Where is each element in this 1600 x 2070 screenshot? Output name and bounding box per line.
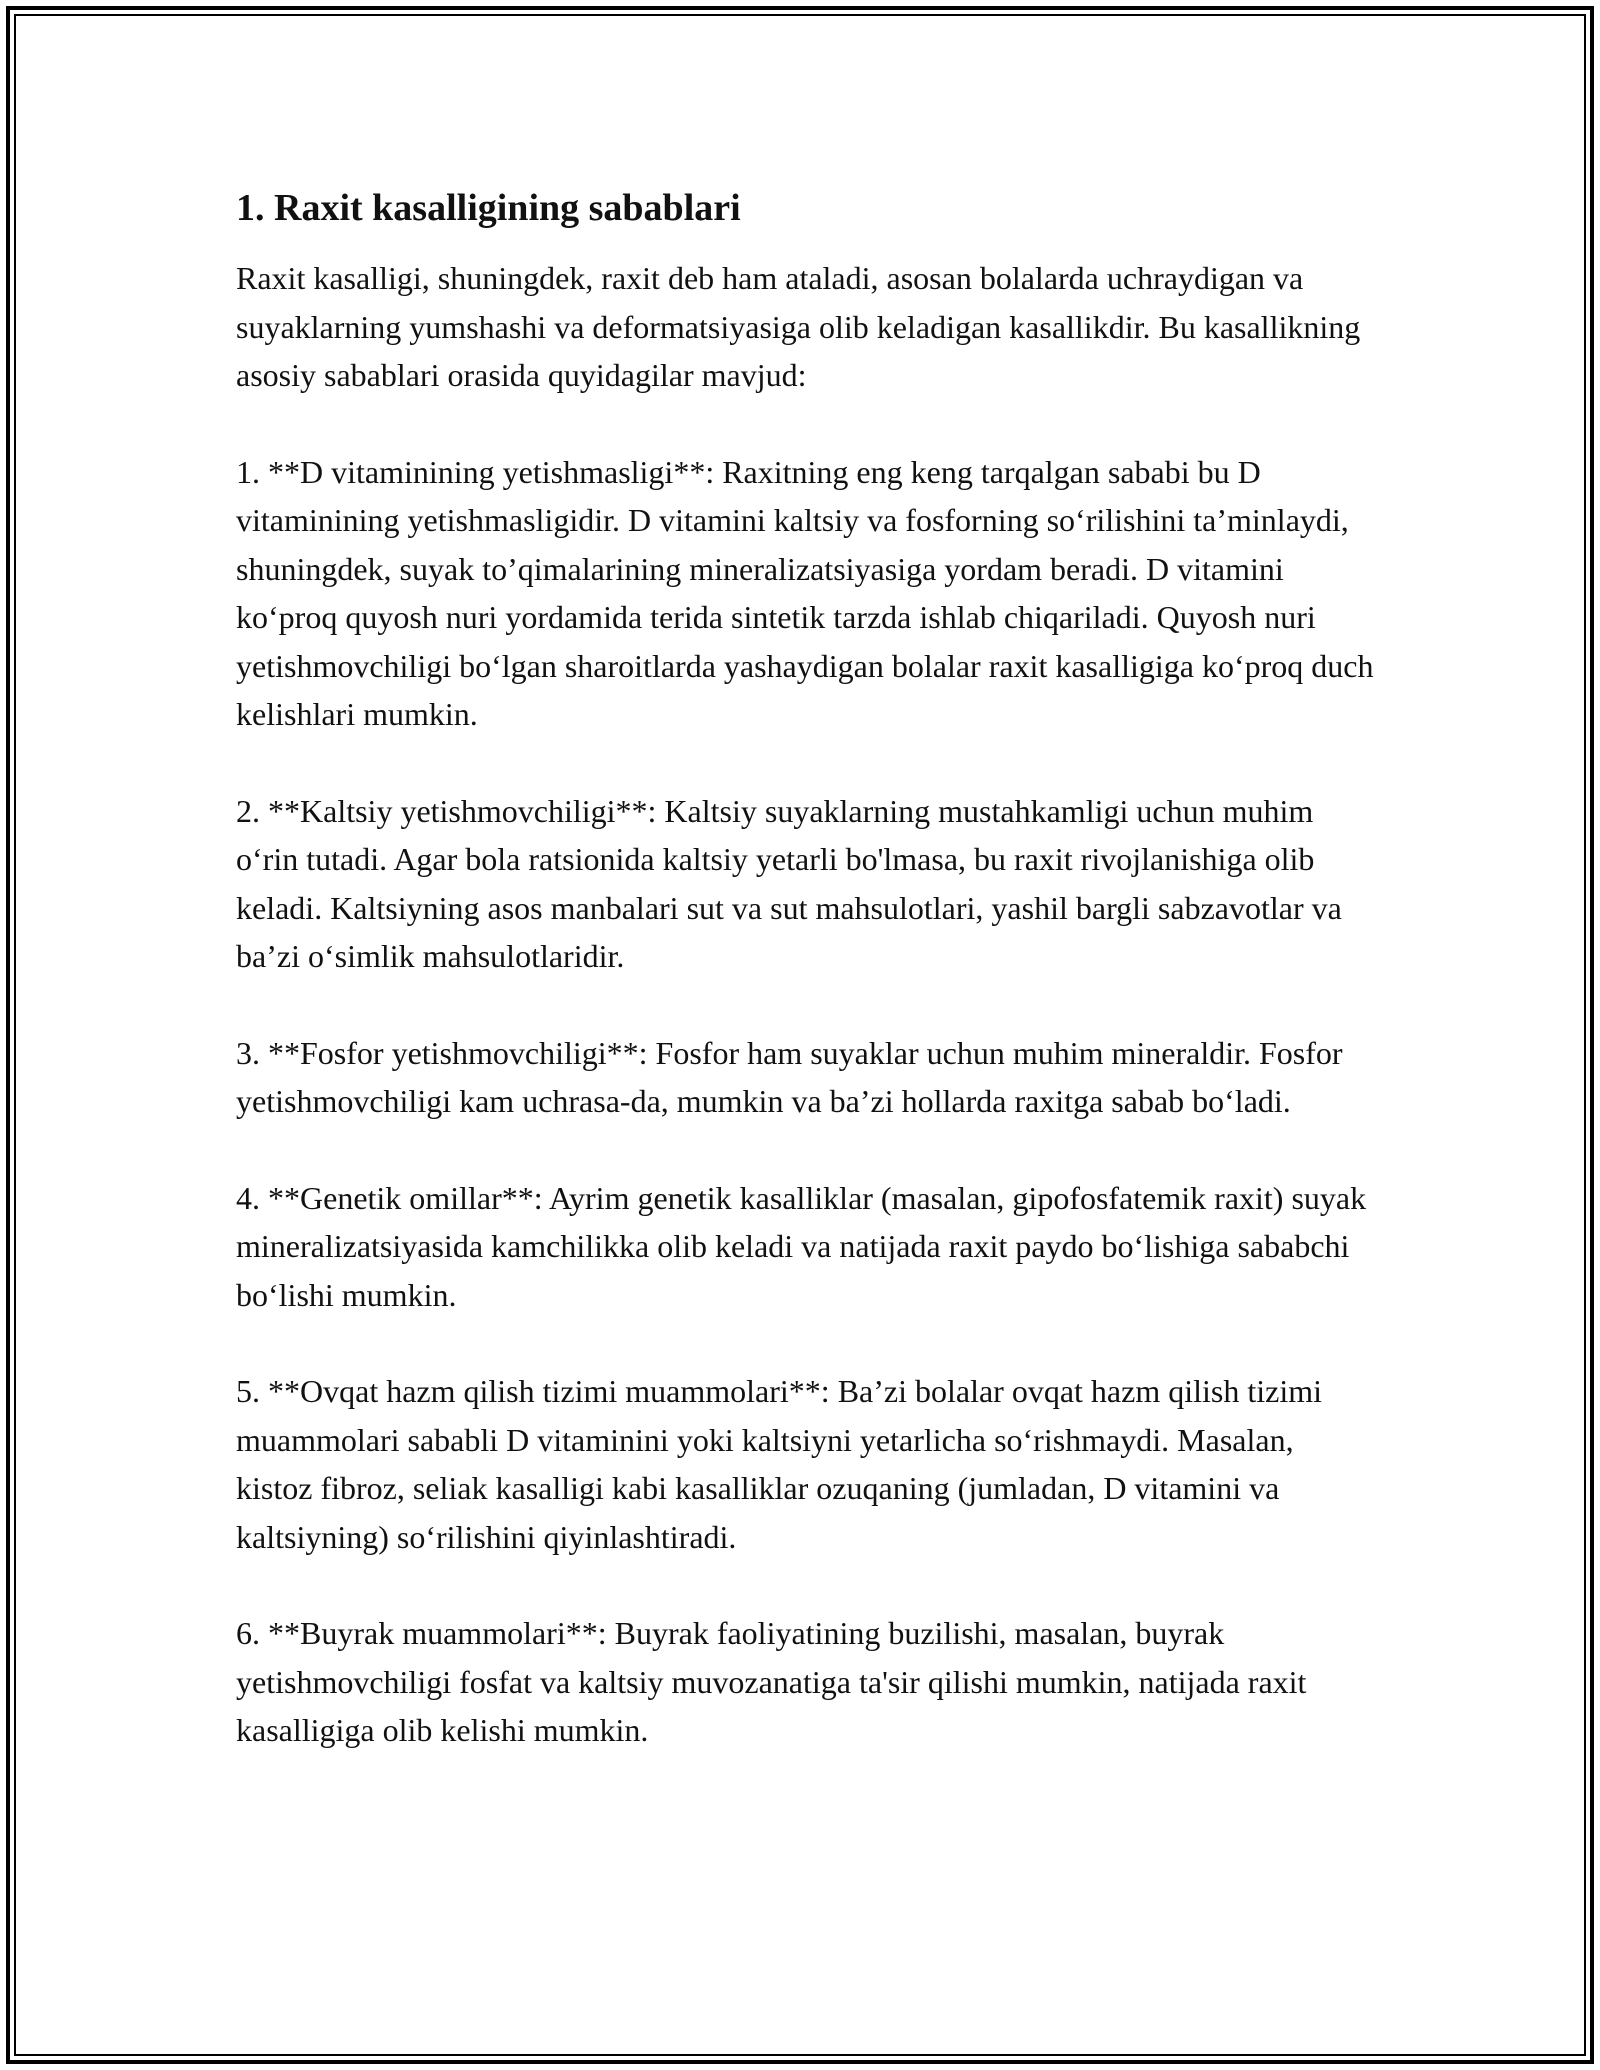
list-item-phosphorus: 3. **Fosfor yetishmovchiligi**: Fosfor ham suyaklar uchun muhim mineraldir. Fosfor yetishmovchiligi kam uchrasa-da, mumkin va ba’zi hollarda raxitga sabab bo‘ladi. xyxy=(236,1034,1343,1119)
list-item-genetic: 4. **Genetik omillar**: Ayrim genetik kasalliklar (masalan, gipofosfatemik raxit) suyak mineralizatsiyasida kamchilikka olib keladi va natijada raxit paydo bo‘lishiga sababchi bo‘lishi mumkin. xyxy=(236,1179,1367,1313)
list-item-calcium: 2. **Kaltsiy yetishmovchiligi**: Kaltsiy suyaklarning mustahkamligi uchun muhim o‘rin tutadi. Agar bola ratsionida kaltsiy yetarli bo'lmasa, bu raxit rivojlanishiga olib keladi. Kaltsiyning asos manbalari sut va sut mahsulotlari, yashil bargli sabzavotlar va ba’zi o‘simlik mahsulotlaridir. xyxy=(236,792,1342,974)
document-body xyxy=(236,184,1376,1803)
list-item-digestive: 5. **Ovqat hazm qilish tizimi muammolari**: Ba’zi bolalar ovqat hazm qilish tizimi muammolari sababli D vitaminini yoki kaltsiyni yetarlicha so‘rishmaydi. Masalan, kistoz fibroz, seliak kasalligi kabi kasalliklar ozuqaning (jumladan, D vitamini va kaltsiyning) so‘rilishini qiyinlashtiradi. xyxy=(236,1373,1322,1555)
document-title: 1. Raxit kasalligining sabablari xyxy=(236,187,741,229)
list-item-kidney: 6. **Buyrak muammolari**: Buyrak faoliyatining buzilishi, masalan, buyrak yetishmovchiligi fosfat va kaltsiy muvozanatiga ta'sir qilishi mumkin, natijada raxit kasalligiga olib kelishi mumkin. xyxy=(236,1615,1307,1748)
list-item-vitamin-d: 1. **D vitaminining yetishmasligi**: Raxitning eng keng tarqalgan sababi bu D vitaminining yetishmasligidir. D vitamini kaltsiy va fosforning so‘rilishini ta’minlaydi, shuningdek, suyak to’qimalarining mineralizatsiyasiga yordam beradi. D vitamini ko‘proq quyosh nuri yordamida terida sintetik tarzda ishlab chiqariladi. Quyosh nuri yetishmovchiligi bo‘lgan sharoitlarda yashaydigan bolalar raxit kasalligiga ko‘proq duch kelishlari mumkin. xyxy=(236,453,1374,732)
intro-paragraph: Raxit kasalligi, shuningdek, raxit deb ham ataladi, asosan bolalarda uchraydigan va suyaklarning yumshashi va deformatsiyasiga olib keladigan kasallikdir. Bu kasallikning asosiy sabablari orasida quyidagilar mavjud: xyxy=(236,260,1361,393)
